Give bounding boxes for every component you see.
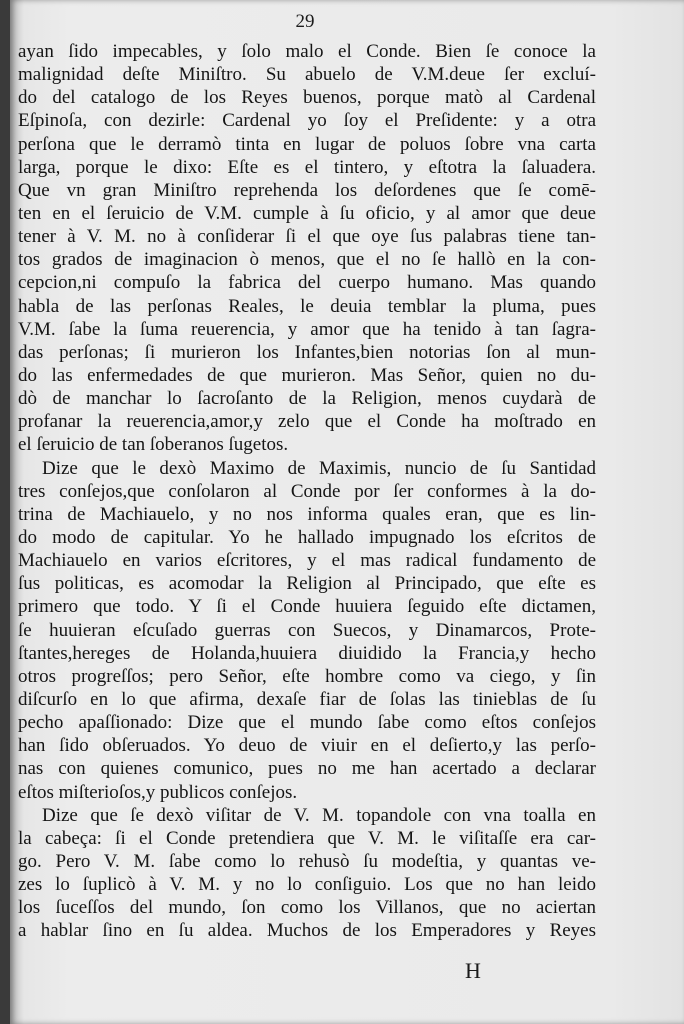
text-line: zes lo ſuplicò à V. M. y no lo conſiguio. Los que no han leido	[18, 874, 596, 896]
text-line: do modo de capitular. Yo he hallado impugnado los eſcritos de	[18, 526, 596, 548]
text-line: das perſonas; ſi murieron los Infantes,bien notorias ſon al mun-	[18, 341, 596, 363]
text-line: la cabeça: ſi el Conde pretendiera que V. M. le viſitaſſe era car-	[18, 827, 596, 849]
text-line: otros progreſſos; pero Señor, eſte hombre como va ciego, y ſin	[18, 665, 596, 687]
text-line: Eſpinoſa, con dezirle: Cardenal yo ſoy el Preſidente: y a otra	[18, 110, 596, 132]
text-line: V.M. ſabe la ſuma reuerencia, y amor que ha tenido à tan ſagra-	[18, 318, 596, 340]
text-line: a hablar ſino en ſu aldea. Muchos de los Emperadores y Reyes	[18, 920, 596, 942]
text-line: tos grados de imaginacion ò menos, que el no ſe hallò en la con-	[18, 249, 596, 271]
text-line: nas con quienes comunico, pues no me han acertado a declarar	[18, 758, 596, 780]
text-line: larga, porque le dixo: Eſte es el tintero, y eſtotra la ſaluadera.	[18, 156, 596, 178]
text-line: cepcion,ni compuſo la fabrica del cuerpo humano. Mas quando	[18, 272, 596, 294]
text-line: do del catalogo de los Reyes buenos, porque matò al Cardenal	[18, 87, 596, 109]
text-line: ten en el ſeruicio de V.M. cumple à ſu oficio, y al amor que deue	[18, 202, 596, 224]
text-line: trina de Machiauelo, y no nos informa quales eran, que es lin-	[18, 503, 596, 525]
text-line: tener à V. M. no à conſiderar ſi el que oye ſus palabras tiene tan-	[18, 226, 596, 248]
text-line: ſtantes,hereges de Holanda,huuiera diuidido la Francia,y hecho	[18, 642, 596, 664]
text-line: los ſuceſſos del mundo, ſon como los Villanos, que no aciertan	[18, 897, 596, 919]
text-line: habla de las perſonas Reales, le deuia temblar la pluma, pues	[18, 295, 596, 317]
text-line: han ſido obſeruados. Yo deuo de viuir en el deſierto,y las perſo-	[18, 735, 596, 757]
text-line: primero que todo. Y ſi el Conde huuiera ſeguido eſte dictamen,	[18, 596, 596, 618]
signature-mark: H	[465, 958, 482, 983]
paragraph-start-line: Dize que ſe dexò viſitar de V. M. topandole con vna toalla en	[42, 804, 596, 826]
text-line: dò de manchar lo ſacroſanto de la Religion, menos cuydarà de	[18, 388, 596, 410]
text-line: go. Pero V. M. ſabe como lo rehusò ſu modeſtia, y quantas ve-	[18, 850, 596, 872]
text-line: tres conſejos,que conſolaron al Conde por ſer conformes à la do-	[18, 480, 596, 502]
text-line: Que vn gran Miniſtro reprehenda los deſordenes que ſe comē-	[18, 179, 596, 201]
text-line: ſus politicas, es acomodar la Religion al Principado, que eſte es	[18, 573, 596, 595]
book-page	[10, 0, 684, 1024]
text-line: perſona que le derramò tinta en lugar de poluos ſobre vna carta	[18, 133, 596, 155]
text-line: do las enfermedades de que murieron. Mas Señor, quien no du-	[18, 364, 596, 386]
text-line: eſtos miſterioſos,y publicos conſejos.	[18, 781, 298, 803]
text-line: pecho apaſſionado: Dize que el mundo ſabe como eſtos conſejos	[18, 712, 596, 734]
text-line: Machiauelo en varios eſcritores, y el mas radical fundamento de	[18, 550, 596, 572]
text-line: diſcurſo en lo que afirma, dexaſe fiar de ſolas las tinieblas de ſu	[18, 688, 596, 710]
page-number: 29	[295, 11, 315, 32]
text-line: malignidad deſte Miniſtro. Su abuelo de V.M.deue ſer excluí-	[18, 64, 596, 86]
text-line: el ſeruicio de tan ſoberanos ſugetos.	[18, 434, 289, 456]
text-line: ſe huuieran eſcuſado guerras con Suecos, y Dinamarcos, Prote-	[18, 619, 596, 641]
paragraph-start-line: Dize que le dexò Maximo de Maximis, nuncio de ſu Santidad	[42, 457, 596, 479]
text-line: ayan ſido impecables, y ſolo malo el Conde. Bien ſe conoce la	[18, 41, 596, 62]
body-text	[18, 40, 596, 942]
text-line: profanar la reuerencia,amor,y zelo que el Conde ha moſtrado en	[18, 411, 596, 433]
